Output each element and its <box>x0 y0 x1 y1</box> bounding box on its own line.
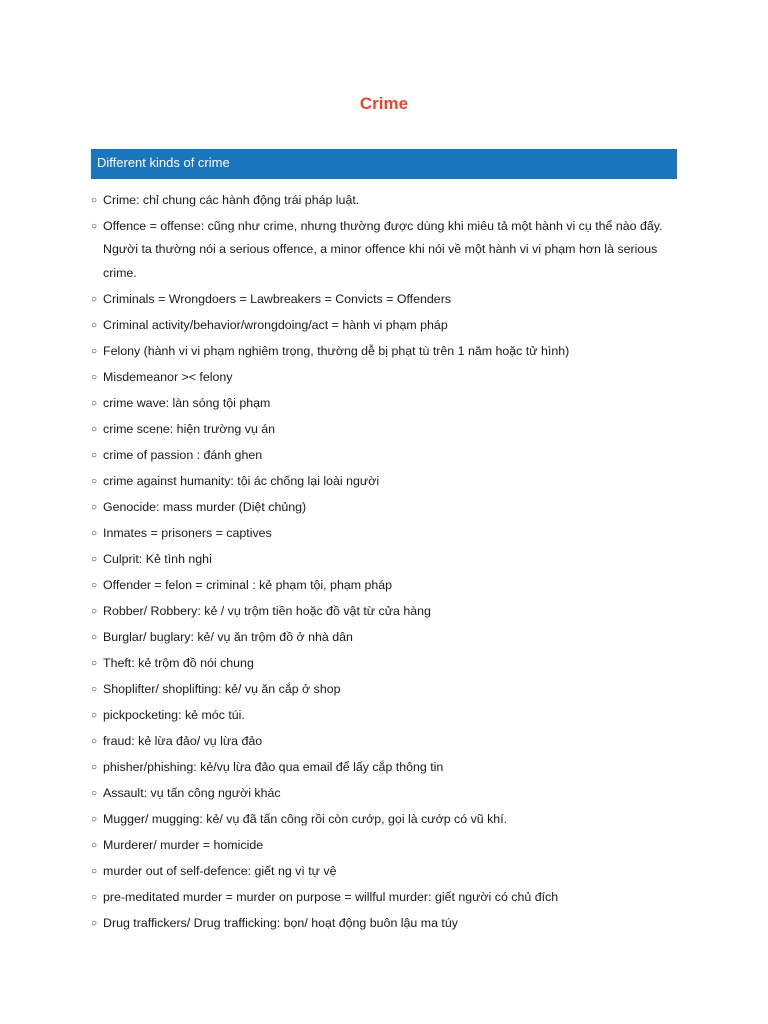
list-item <box>91 626 691 649</box>
list-item <box>91 392 691 415</box>
bullet-icon: ○ <box>91 475 98 487</box>
list-item-text: fraud: kẻ lừa đảo/ vụ lừa đảo <box>103 733 263 748</box>
list-item <box>91 782 691 805</box>
list-item-text: Murderer/ murder = homicide <box>103 837 264 852</box>
list-item <box>91 470 691 493</box>
list-item-text: Burglar/ buglary: kẻ/ vụ ăn trộm đồ ở nhà dân <box>103 629 353 644</box>
bullet-icon: ○ <box>91 423 98 435</box>
list-item <box>91 288 691 311</box>
list-item-text: Genocide: mass murder (Diệt chủng) <box>103 499 307 514</box>
list-item <box>91 808 691 831</box>
list-item-text: crime of passion : đánh ghen <box>103 447 263 462</box>
list-item-text: Inmates = prisoners = captives <box>103 525 272 540</box>
list-item-text: crime scene: hiện trường vụ án <box>103 421 276 436</box>
list-item <box>91 678 691 701</box>
bullet-icon: ○ <box>91 917 98 929</box>
bullet-icon: ○ <box>91 501 98 513</box>
bullet-icon: ○ <box>91 553 98 565</box>
list-item-text: Criminal activity/behavior/wrongdoing/act = hành vi phạm pháp <box>103 317 448 332</box>
list-item-text: Mugger/ mugging: kẻ/ vụ đã tấn công rồi còn cướp, gọi là cướp có vũ khí. <box>103 811 508 826</box>
list-item <box>91 444 691 467</box>
list-item-text: pickpocketing: kẻ móc túi. <box>103 707 245 722</box>
list-item <box>91 834 691 857</box>
list-item-text: phisher/phishing: kẻ/vụ lừa đảo qua email để lấy cắp thông tin <box>103 759 444 774</box>
list-item <box>91 496 691 519</box>
list-item-text: Robber/ Robbery: kẻ / vụ trộm tiền hoặc đồ vật từ cửa hàng <box>103 603 431 618</box>
bullet-icon: ○ <box>91 605 98 617</box>
list-item <box>91 366 691 389</box>
list-item-text: crime against humanity: tội ác chống lại loài người <box>103 473 380 488</box>
list-item <box>91 418 691 441</box>
bullet-icon: ○ <box>91 195 98 206</box>
list-item <box>91 574 691 597</box>
bullet-icon: ○ <box>91 735 98 747</box>
list-item <box>91 600 691 623</box>
list-item-text: Offence = offense: cũng như crime, nhưng thường được dùng khi miêu tả một hành vi cụ thể nào đấy. Người ta thường nói a serious offence, a minor offence khi nói về một hành vi vi phạm hơn là serious crime. <box>103 219 663 280</box>
bullet-icon: ○ <box>91 345 98 357</box>
list-item <box>91 548 691 571</box>
list-item <box>91 652 691 675</box>
list-item-text: Drug traffickers/ Drug trafficking: bọn/ hoạt động buôn lậu ma túy <box>103 915 458 930</box>
bullet-icon: ○ <box>91 527 98 539</box>
section-header <box>91 149 677 179</box>
list-item-text: crime wave: làn sóng tội phạm <box>103 395 271 410</box>
list-item-text: Assault: vụ tấn công người khác <box>103 785 281 800</box>
list-item-text: pre-meditated murder = murder on purpose = willful murder: giết người có chủ đích <box>103 889 559 904</box>
list-item-text: Felony (hành vi vi phạm nghiêm trọng, thường dễ bị phạt tù trên 1 năm hoặc tử hình) <box>103 343 570 358</box>
list-item-text: Culprit: Kẻ tình nghi <box>103 551 212 566</box>
list-item <box>91 886 691 909</box>
list-item <box>91 756 691 779</box>
term-list <box>91 189 691 938</box>
bullet-icon: ○ <box>91 293 98 305</box>
list-item <box>91 340 691 363</box>
section-title: Different kinds of crime <box>97 155 230 170</box>
bullet-icon: ○ <box>91 761 98 773</box>
bullet-icon: ○ <box>91 813 98 825</box>
list-item <box>91 860 691 883</box>
bullet-icon: ○ <box>91 631 98 643</box>
bullet-icon: ○ <box>91 683 98 695</box>
list-item <box>91 704 691 727</box>
list-item-text: murder out of self-defence: giết ng vì tự vệ <box>103 863 337 878</box>
list-item <box>91 189 691 212</box>
list-item <box>91 730 691 753</box>
bullet-icon: ○ <box>91 709 98 721</box>
bullet-icon: ○ <box>91 221 98 232</box>
list-item-text: Offender = felon = criminal : kẻ phạm tội, phạm pháp <box>103 577 393 592</box>
list-item <box>91 314 691 337</box>
bullet-icon: ○ <box>91 397 98 409</box>
bullet-icon: ○ <box>91 839 98 851</box>
list-item-text: Theft: kẻ trộm đồ nói chung <box>103 655 254 670</box>
list-item <box>91 912 691 935</box>
bullet-icon: ○ <box>91 865 98 877</box>
list-item <box>91 215 691 285</box>
bullet-icon: ○ <box>91 787 98 799</box>
page-title: Crime <box>359 94 409 113</box>
bullet-icon: ○ <box>91 319 98 331</box>
bullet-icon: ○ <box>91 891 98 903</box>
list-item-text: Misdemeanor >< felony <box>103 369 233 384</box>
list-item-text: Criminals = Wrongdoers = Lawbreakers = Convicts = Offenders <box>103 291 452 306</box>
list-item <box>91 522 691 545</box>
bullet-icon: ○ <box>91 371 98 383</box>
list-item-text: Shoplifter/ shoplifting: kẻ/ vụ ăn cắp ở shop <box>103 681 341 696</box>
bullet-icon: ○ <box>91 449 98 461</box>
bullet-icon: ○ <box>91 579 98 591</box>
bullet-icon: ○ <box>91 657 98 669</box>
list-item-text: Crime: chỉ chung các hành động trái pháp luật. <box>103 193 360 207</box>
